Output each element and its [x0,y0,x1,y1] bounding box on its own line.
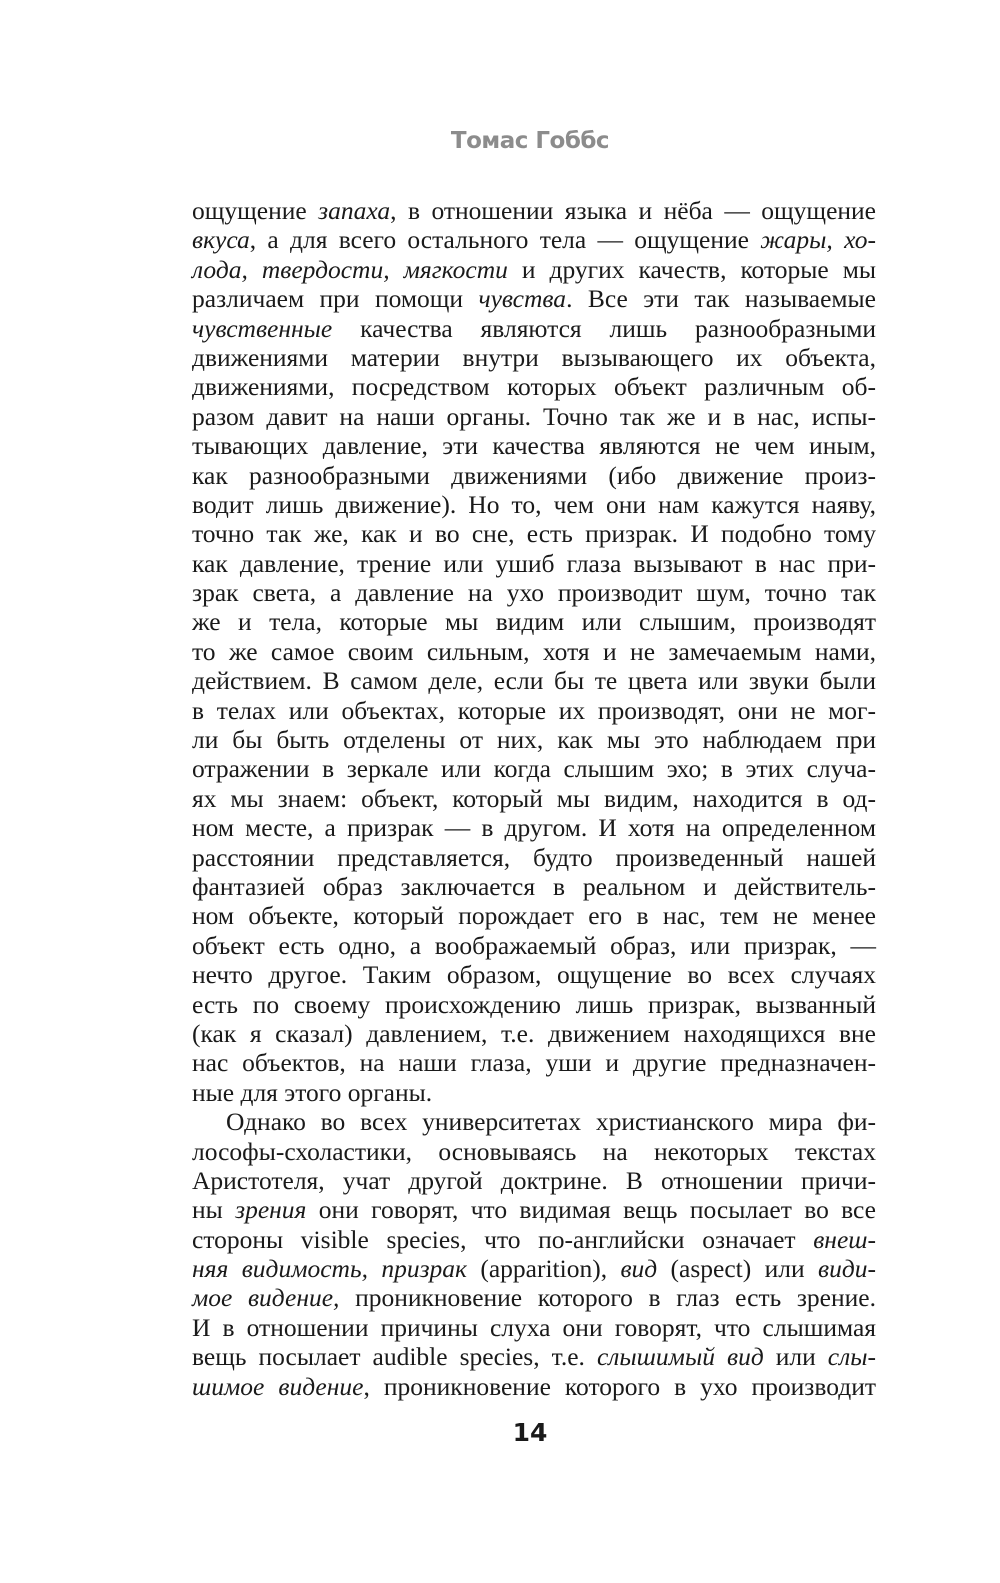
text-line [192,931,876,960]
text-segment: ном месте, а призрак — в другом. И хотя на определенном [192,813,876,843]
text-segment: (aspect) или [657,1254,819,1284]
text-segment: то же самое своим сильным, хотя и не замечаемым нами, [192,636,876,666]
italic-text: чувственные [192,313,333,343]
text-line [192,843,876,872]
text-segment: и других качеств, которые мы [507,254,876,284]
text-segment: ном объекте, который порождает его в нас, тем не менее [192,901,876,931]
italic-text: вид [620,1254,658,1284]
italic-text: лода, твердости, мягкости [192,254,508,284]
text-line [192,960,876,989]
text-line [192,784,876,813]
text-segment: как давление, трение или ушиб глаза вызывают в нас при- [192,548,876,578]
text-segment: как разнообразными движениями (ибо движение произ- [192,460,876,490]
text-segment: ях мы знаем: объект, который мы видим, находится в од- [192,783,876,813]
text-line [192,696,876,725]
text-segment: они говорят, что видимая вещь посылает во все [306,1195,877,1225]
text-line [192,1137,876,1166]
text-line [192,1048,876,1077]
text-line [192,1019,876,1048]
text-segment: разом давит на наши органы. Точно так же и в нас, испы- [192,401,876,431]
text-line [192,990,876,1019]
text-line [192,901,876,930]
text-line [192,490,876,519]
text-segment: объект есть одно, а воображаемый образ, или призрак, — [192,930,876,960]
text-segment: движениями материи внутри вызывающего их объекта, [192,342,876,372]
text-segment: ощущение [192,196,319,225]
italic-text: мое видение, [192,1283,340,1313]
italic-text: слышимый вид [596,1342,764,1372]
italic-text: няя видимость, призрак [192,1254,467,1284]
italic-text: запаха [318,196,391,225]
text-segment: в телах или объектах, которые их производят, они не мог- [192,695,876,725]
text-segment: лософы-схоластики, основываясь на некоторых текстах [192,1136,876,1166]
text-segment: есть по своему происхождению лишь призрак, вызванный [192,989,876,1019]
text-segment: . Все эти так называемые [566,284,877,314]
text-segment: или [763,1342,828,1372]
text-line [192,461,876,490]
italic-text: внеш- [813,1224,876,1254]
page-number: 14 [512,1418,548,1447]
text-segment: проникновение которого в глаз есть зрение. [339,1283,876,1313]
text-line [192,1313,876,1342]
text-segment: , в отношении языка и нёба — ощущение [390,196,876,225]
text-line [192,578,876,607]
text-line [192,284,876,313]
italic-text: шимое видение [192,1371,364,1401]
text-line [192,549,876,578]
text-line [192,607,876,636]
body-text [192,196,876,1401]
text-line [192,343,876,372]
text-segment: (как я сказал) давлением, т.е. движением находящихся вне [192,1018,876,1048]
text-line [192,314,876,343]
text-segment: качества являются лишь разнообразными [332,313,876,343]
text-segment: тывающих давление, эти качества являются не чем иным, [192,431,876,461]
italic-text: слы- [827,1342,876,1372]
text-line [192,1195,876,1224]
text-segment: зрак света, а давление на ухо производит шум, точно так [192,578,876,608]
text-line [192,1254,876,1283]
text-segment: Аристотеля, учат другой доктрине. В отношении причи- [192,1165,876,1195]
text-line [192,754,876,783]
italic-text: зрения [235,1195,307,1225]
text-line [192,725,876,754]
text-segment: ны [192,1195,236,1225]
text-segment: ли бы быть отделены от них, как мы это наблюдаем при [192,725,876,755]
text-segment: нечто другое. Таким образом, ощущение во всех случаях [192,960,876,990]
text-segment: (apparition), [466,1254,621,1284]
text-line [192,1283,876,1312]
text-line [192,1107,876,1136]
text-segment: отражении в зеркале или когда слышим эхо; в этих случа- [192,754,876,784]
text-segment: Однако во всех университетах христианского мира фи- [226,1107,876,1137]
text-line [192,637,876,666]
text-segment: точно так же, как и во сне, есть призрак. И подобно тому [192,519,876,549]
italic-text: чувства [478,284,567,314]
text-segment: различаем при помощи [192,284,479,314]
text-line [192,1372,876,1401]
text-line [192,1225,876,1254]
text-segment: И в отношении причины слуха они говорят, что слышимая [192,1312,876,1342]
text-segment: действием. В самом деле, если бы те цвета или звуки были [192,666,876,696]
text-line [192,372,876,401]
text-line [192,1078,876,1107]
text-segment: , а для всего остального тела — ощущение [249,225,761,255]
text-segment: стороны visible species, что по-английски означает [192,1224,814,1254]
text-segment: , проникновение которого в ухо производит [363,1371,876,1401]
text-line [192,666,876,695]
text-line [192,255,876,284]
text-line [192,519,876,548]
italic-text: жары, хо- [760,225,877,255]
text-line [192,813,876,842]
text-segment: водит лишь движение). Но то, чем они нам кажутся наяву, [192,489,876,519]
text-segment: движениями, посредством которых объект различным об- [192,372,876,402]
text-line [192,225,876,254]
italic-text: вкуса [192,225,250,255]
text-segment: вещь посылает audible species, т.е. [192,1342,597,1372]
running-header: Томас Гоббс [450,128,610,154]
text-segment: нас объектов, на наши глаза, уши и другие предназначен- [192,1048,876,1078]
text-line [192,872,876,901]
text-segment: расстоянии представляется, будто произведенный нашей [192,842,876,872]
italic-text: види- [818,1254,876,1284]
text-segment: ные для этого органы. [192,1077,433,1107]
text-segment: же и тела, которые мы видим или слышим, производят [192,607,876,637]
text-line [192,1166,876,1195]
text-segment: фантазией образ заключается в реальном и действитель- [192,871,876,901]
text-line [192,196,876,225]
text-line [192,1342,876,1371]
text-line [192,402,876,431]
text-line [192,431,876,460]
